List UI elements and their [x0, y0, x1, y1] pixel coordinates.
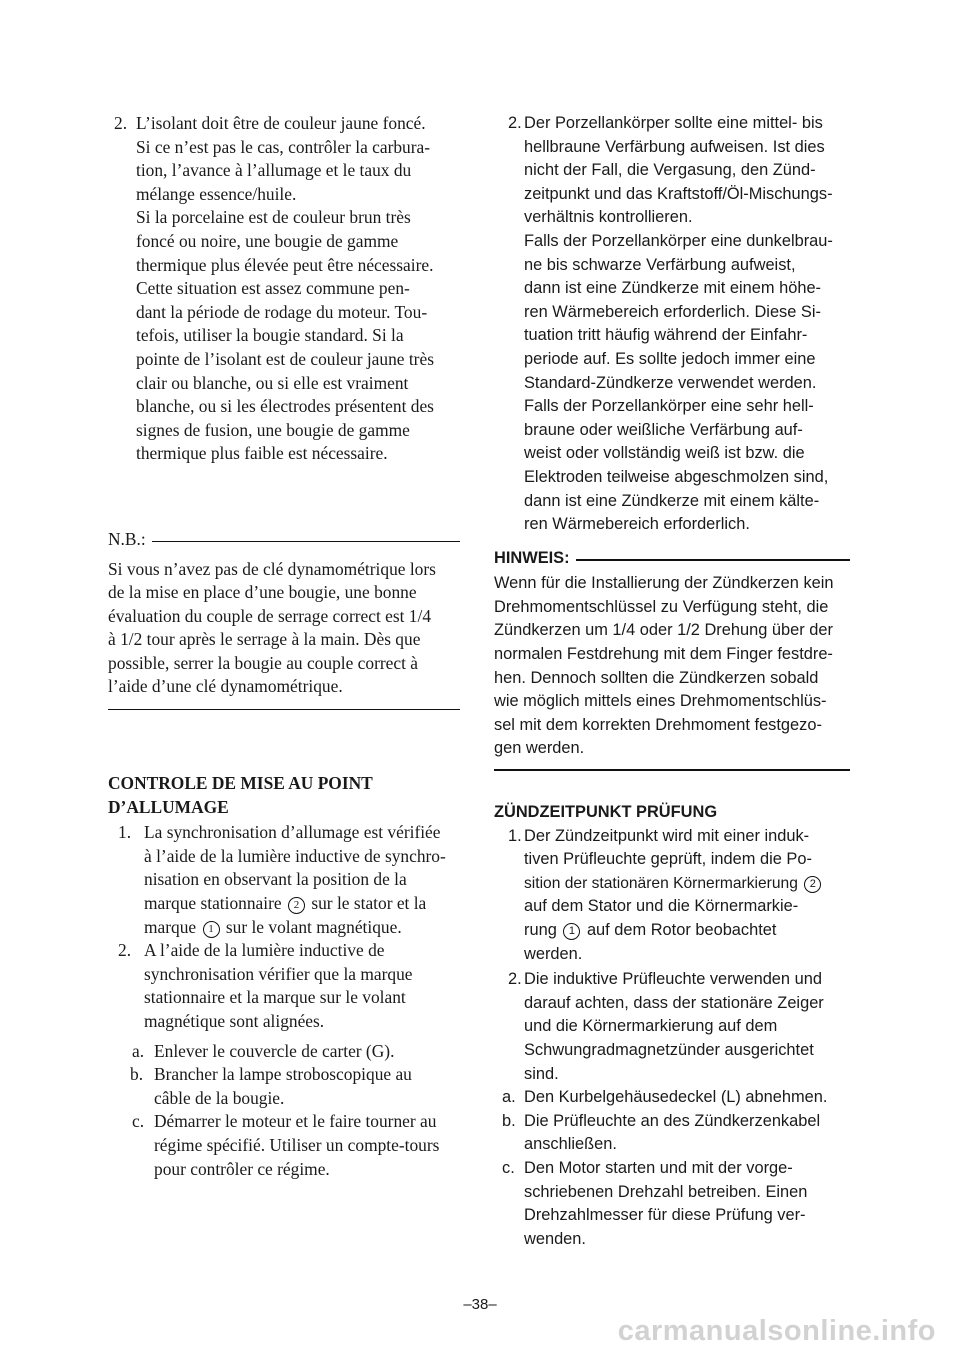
de-step-1-line: auf dem Stator und die Körnermarkie-	[524, 897, 799, 916]
de-substep-line: schriebenen Drehzahl betreiben. Einen	[524, 1182, 808, 1201]
marker-2-icon: 2	[288, 897, 305, 914]
fr-substep-b	[108, 1063, 460, 1110]
de-substep-a-letter: a.	[502, 1088, 516, 1107]
de-step-2	[494, 968, 850, 1086]
de-item-2-para2-line: ren Wärmebereich erforderlich.	[524, 515, 750, 534]
de-step-1-text: rung	[524, 921, 557, 939]
de-step-2-line: darauf achten, dass der stationäre Zeiger	[524, 993, 824, 1012]
fr-step-2-line: stationnaire et la marque sur le volant	[144, 987, 406, 1008]
de-substep-a	[494, 1086, 850, 1110]
de-item-2-para2-line: dann ist eine Zündkerze mit einem kälte-	[524, 491, 820, 510]
fr-note-rule	[152, 541, 460, 542]
fr-substep-line: Enlever le couvercle de carter (G).	[154, 1040, 395, 1061]
page-number: –38–	[463, 1296, 497, 1313]
de-item-2-line: nicht der Fall, die Vergasung, den Zünd-	[524, 161, 816, 180]
de-step-2-line: Die induktive Prüfleuchte verwenden und	[524, 970, 822, 989]
de-step-1	[494, 825, 850, 967]
watermark: carmanualsonline.info	[617, 1315, 936, 1347]
de-note-line: Drehmomentschlüssel zu Verfügung steht, die	[494, 597, 829, 616]
de-step-1-text: auf dem Rotor beobachtet	[586, 921, 777, 939]
fr-note-line: l’aide d’une clé dynamométrique.	[108, 676, 343, 697]
de-item-2-number: 2.	[508, 114, 522, 132]
marker-2-icon: 2	[804, 876, 821, 893]
de-substep-line: anschließen.	[524, 1135, 617, 1154]
fr-step-2-line: magnétique sont alignées.	[144, 1011, 325, 1031]
de-item-2	[494, 112, 850, 537]
fr-step-1	[108, 821, 460, 939]
fr-substep-a-letter: a.	[132, 1040, 145, 1061]
de-substep-b-letter: b.	[502, 1111, 516, 1130]
de-item-2-line: verhältnis kontrollieren.	[524, 208, 693, 227]
de-substep-line: wenden.	[524, 1229, 586, 1248]
fr-step-1-line-4	[144, 892, 460, 916]
fr-step-1-text: sur le volant magnétique.	[225, 916, 402, 937]
fr-step-1-line: La synchronisation d’allumage est vérifiée	[144, 822, 441, 843]
de-substep-line: Die Prüfleuchte an des Zündkerzenkabel	[524, 1111, 821, 1130]
fr-note-line: de la mise en place d’une bougie, une bonne	[108, 582, 417, 603]
de-item-2-para2-line: braune oder weißliche Verfärbung auf-	[524, 420, 803, 439]
de-note-line: normalen Festdrehung mit dem Finger festdre-	[494, 645, 833, 664]
fr-note-body	[108, 558, 460, 700]
fr-step-1-line: nisation en observant la position de la	[144, 869, 407, 890]
fr-note-line: Si vous n’avez pas de clé dynamométrique lors	[108, 558, 436, 579]
de-item-2-para2-line: ne bis schwarze Verfärbung aufweist,	[524, 255, 796, 274]
fr-item-2	[108, 112, 460, 466]
fr-item-2-para2-line: blanche, ou si les électrodes présentent des	[136, 396, 434, 417]
fr-item-2-line: Si ce n’est pas le cas, contrôler la carbura-	[136, 136, 431, 157]
fr-item-2-line: tion, l’avance à l’allumage et le taux du	[136, 160, 412, 181]
de-step-1-number: 1.	[508, 826, 522, 845]
de-step-1-line-5	[524, 919, 850, 943]
fr-step-2	[108, 939, 460, 1033]
de-item-2-para2-line: Falls der Porzellankörper eine dunkelbrau-	[524, 231, 833, 250]
fr-note-label: N.B.:	[108, 528, 146, 549]
de-step-2-line: Schwungradmagnetzünder ausgerichtet	[524, 1040, 814, 1059]
fr-item-2-line: mélange essence/huile.	[136, 183, 297, 204]
de-item-2-para2-line: dann ist eine Zündkerze mit einem höhe-	[524, 279, 822, 298]
de-note-line: wie möglich mittels eines Drehmomentschlüs-	[494, 692, 827, 711]
de-step-1-line-3	[524, 872, 850, 896]
fr-note-line: possible, serrer la bougie au couple correct à	[108, 652, 418, 673]
de-item-2-para2-line: tuation tritt häufig während der Einfahr-	[524, 326, 808, 345]
fr-item-2-para2-line: tefois, utiliser la bougie standard. Si la	[136, 325, 404, 346]
de-step-1-line: werden.	[524, 944, 583, 963]
de-item-2-para2-line: Standard-Zündkerze verwendet werden.	[524, 373, 817, 392]
fr-item-2-number: 2.	[114, 113, 128, 133]
fr-substep-c	[108, 1110, 460, 1181]
de-step-2-line: sind.	[524, 1064, 559, 1083]
de-section-heading: ZÜNDZEITPUNKT PRÜFUNG	[494, 803, 718, 822]
fr-substep-b-letter: b.	[130, 1064, 144, 1085]
french-column	[108, 112, 460, 1181]
de-substep-c	[494, 1157, 850, 1251]
fr-item-2-line: L’isolant doit être de couleur jaune foncé.	[136, 113, 426, 133]
de-substep-line: Den Kurbelgehäusedeckel (L) abnehmen.	[524, 1088, 828, 1107]
de-item-2-para2-line: weist oder vollständig weiß ist bzw. die	[524, 444, 805, 463]
de-note-rule	[576, 559, 850, 561]
de-step-2-line: und die Körnermarkierung auf dem	[524, 1017, 778, 1036]
de-substep-line: Den Motor starten und mit der vorge-	[524, 1158, 793, 1177]
fr-note-line: à 1/2 tour après le serrage à la main. Dès que	[108, 629, 421, 650]
de-step-1-line: Der Zündzeitpunkt wird mit einer induk-	[524, 826, 810, 845]
de-item-2-para2-line: Elektroden teilweise abgeschmolzen sind,	[524, 467, 829, 486]
de-step-1-text: sition der stationären Körnermarkierung	[524, 874, 798, 892]
fr-substep-line: régime spécifié. Utiliser un compte-tours	[154, 1134, 440, 1155]
fr-item-2-para2-line: foncé ou noire, une bougie de gamme	[136, 230, 399, 251]
de-item-2-line: Der Porzellankörper sollte eine mittel- bis	[524, 114, 823, 132]
fr-item-2-para2-line: dant la période de rodage du moteur. Tou-	[136, 301, 428, 322]
de-note-label: HINWEIS:	[494, 548, 570, 567]
de-item-2-para2-line: periode auf. Es sollte jedoch immer eine	[524, 349, 816, 368]
fr-step-2-number: 2.	[118, 940, 132, 961]
fr-step-1-text: marque	[144, 916, 197, 937]
de-substep-b	[494, 1110, 850, 1157]
fr-substep-line: câble de la bougie.	[154, 1087, 285, 1108]
de-item-2-line: zeitpunkt und das Kraftstoff/Öl-Mischungs-	[524, 184, 833, 203]
fr-note-line: évaluation du couple de serrage correct est 1/4	[108, 605, 432, 626]
fr-step-2-line: synchronisation vérifier que la marque	[144, 963, 413, 984]
de-note-header	[494, 547, 850, 571]
de-item-2-line: hellbraune Verfärbung aufweisen. Ist dies	[524, 137, 825, 156]
fr-substep-a	[108, 1040, 460, 1064]
fr-note-header	[108, 528, 460, 552]
fr-item-2-para2-line: clair ou blanche, ou si elle est vraiment	[136, 372, 409, 393]
de-step-1-line: tiven Prüfleuchte geprüft, indem die Po-	[524, 850, 812, 869]
fr-substep-line: Brancher la lampe stroboscopique au	[154, 1064, 412, 1085]
fr-step-1-number: 1.	[118, 822, 132, 843]
de-substep-line: Drehzahlmesser für diese Prüfung ver-	[524, 1206, 806, 1225]
de-note-line: hen. Dennoch sollten die Zündkerzen sobald	[494, 668, 819, 687]
de-item-2-para2-line: ren Wärmebereich erforderlich. Diese Si-	[524, 302, 821, 321]
fr-item-2-para2-line: Cette situation est assez commune pen-	[136, 278, 410, 299]
de-note-line: sel mit dem korrekten Drehmoment festgezo-	[494, 715, 822, 734]
fr-item-2-para2-line: Si la porcelaine est de couleur brun très	[136, 207, 411, 228]
de-step-2-number: 2.	[508, 970, 522, 989]
fr-substep-line: Démarrer le moteur et le faire tourner au	[154, 1111, 437, 1132]
fr-step-1-line-5	[144, 916, 460, 940]
fr-substep-c-letter: c.	[132, 1111, 145, 1132]
fr-substep-line: pour contrôler ce régime.	[154, 1158, 330, 1179]
fr-heading-line: D’ALLUMAGE	[108, 796, 229, 817]
fr-step-2-line: A l’aide de la lumière inductive de	[144, 940, 385, 961]
de-note-line: Wenn für die Installierung der Zündkerzen kein	[494, 574, 834, 593]
fr-heading-line: CONTROLE DE MISE AU POINT	[108, 773, 373, 794]
fr-section-heading	[108, 772, 460, 819]
de-note-line: gen werden.	[494, 739, 585, 758]
fr-step-1-text: sur le stator et la	[311, 893, 427, 914]
de-substep-c-letter: c.	[502, 1158, 515, 1177]
de-note-line: Zündkerzen um 1/4 oder 1/2 Drehung über der	[494, 621, 833, 640]
fr-item-2-para2-line: thermique plus élevée peut être nécessaire.	[136, 254, 434, 275]
fr-item-2-para2-line: thermique plus faible est nécessaire.	[136, 443, 388, 464]
de-item-2-para2-line: Falls der Porzellankörper eine sehr hell-	[524, 397, 814, 416]
de-note-body	[494, 572, 850, 761]
marker-1-icon: 1	[563, 923, 580, 940]
fr-step-1-line: à l’aide de la lumière inductive de synchro-	[144, 845, 446, 866]
fr-item-2-para2-line: pointe de l’isolant est de couleur jaune très	[136, 348, 434, 369]
fr-step-1-text: marque stationnaire	[144, 893, 282, 914]
fr-item-2-para2-line: signes de fusion, une bougie de gamme	[136, 419, 410, 440]
marker-1-icon: 1	[203, 921, 220, 938]
german-column	[494, 112, 850, 1251]
